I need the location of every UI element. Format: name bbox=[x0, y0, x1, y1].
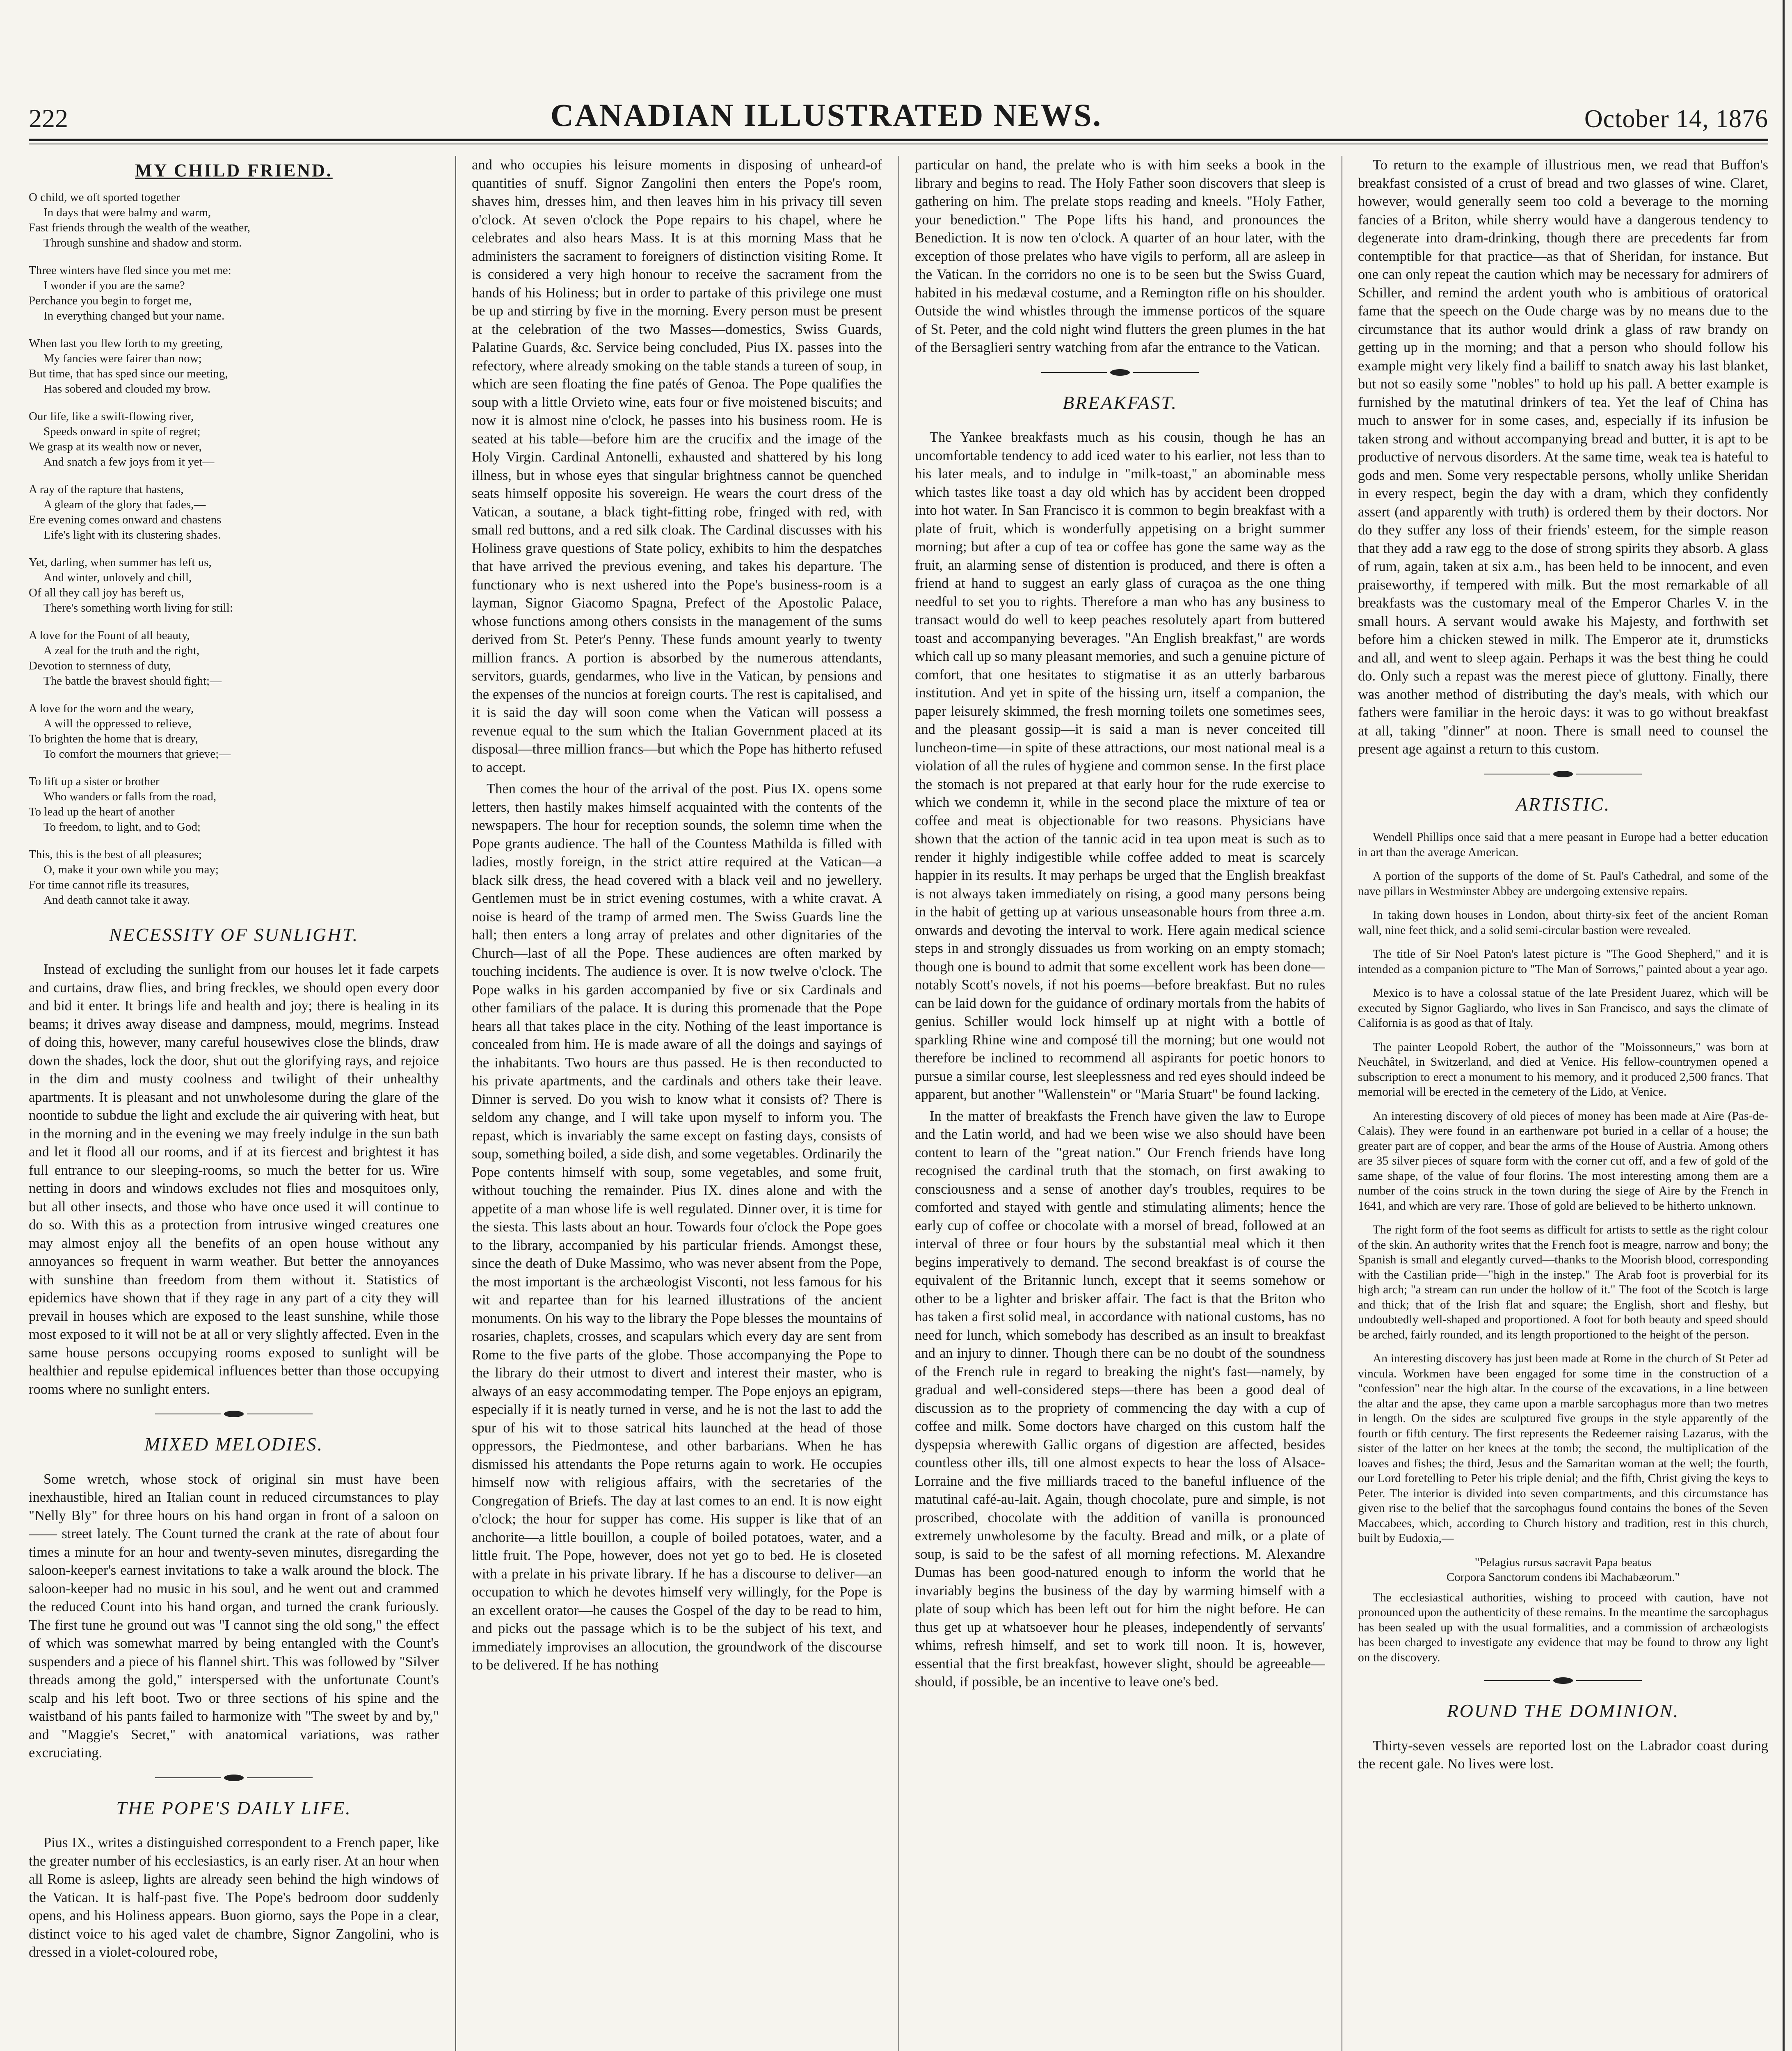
poem-stanza bbox=[29, 555, 439, 616]
article-body-pope-cont: Then comes the hour of the arrival of the post. Pius IX. opens some letters, then hastily makes himself acquainted with the contents of the newspapers. The hour for reception sounds, the solemn time when the Pope grants audience. The hall of the Countess Mathilda is filled with ladies, mostly foreign, in the strict attire required at the Vatican—a black silk dress, the head covered with a black veil and no jewellery. Gentlemen must be in strict evening costumes, with a white cravat. A noise is heard of the tramp of armed men. The Swiss Guards line the hall; then enters a long array of prelates and other dignitaries of the Church—last of all the Pope. These audiences are often marked by touching incidents. The audience is over. It is now twelve o'clock. The Pope walks in his garden accompanied by five or six Cardinals and other familiars of the palace. It is during this promenade that the Pope hears all that takes place in the city. Nothing of the least importance is concealed from him. He is made aware of all the doings and sayings of the inhabitants. Two hours are thus passed. He is then reconducted to his private apartments, and the cardinals and others take their leave. Dinner is served. Do you wish to know what it consists of? There is seldom any change, and I will take upon myself to inform you. The repast, which is invariably the same except on fasting days, consists of soup, something boiled, a side dish, and some vegetables. Ordinarily the Pope contents himself with soup, some vegetables, and some fruit, without touching the remainder. Pius IX. dines alone and with the appetite of a man whose life is well regulated. Dinner over, it is time for the siesta. This lasts about an hour. Towards four o'clock the Pope goes to the library, accompanied by his particular friends. Amongst these, since the death of Duke Massimo, who was never absent from the Pope, the most important is the archæologist Visconti, not less famous for his wit and repartee than for his learned illustrations of the ancient monuments. On his way to the library the Pope blesses the mountains of rosaries, chaplets, crosses, and scapulars which every day are sent from Rome to the five parts of the globe. Those accompanying the Pope to the library do their utmost to divert and interest their master, who is always of an easy accommodating temper. The Pope enjoys an epigram, especially if it is neatly turned in verse, and he is not the last to add the spur of his wit to those satrical hits launched at the head of those oppressors, the Piedmontese, and other barbarians. When he has dismissed his attendants the Pope returns again to work. He occupies himself now with religious affairs, with the secretaries of the Congregation of Briefs. The day at last comes to an end. It is now eight o'clock; the hour for supper has come. His supper is like that of an anchorite—a little bouillon, a couple of boiled potatoes, water, and a little fruit. The Pope, however, does not yet go to bed. He is closeted with a prelate in his private library. If he has a discourse to deliver—an occupation to which he devotes himself very willingly, for the Pope is an excellent orator—he causes the Gospel of the day to be read to him, and picks out the passage which is to be the subject of his text, and immediately improvises an allocution, the groundwork of the discourse to be delivered. If he has nothing bbox=[472, 781, 882, 1673]
poem-line: O, make it your own while you may; bbox=[43, 863, 219, 876]
article-body-breakfast-end: To return to the example of illustrious men, we read that Buffon's breakfast consisted of a crust of bread and two glasses of wine. Claret, however, would generally seem too cold a beverage to the morning fancies of a Briton, while sherry would have a dangerous tendency to degenerate into dram-drinking, though there are precedents far from contemptible for that practice—as that of Sheridan, for instance. But one can only repeat the caution which may be necessary for admirers of Schiller, and remind the ardent youth who is ambitious of oratorical fame that the speech on the Oude charge was by no means due to the circumstance that its author would drink a glass of raw brandy on getting up in the morning; and that a person who should follow his example might very likely find a bailiff to snatch away his last blanket, but not so easily some "nobles" to hold up his pall. A better example is furnished by the matutinal drinkers of tea. Yet the leaf of China has much to answer for in some cases, and, especially if its infusion be taken strong and without accompanying bread and butter, it is apt to be productive of nervous disorders. At the same time, weak tea is hateful to gods and men. Some very respectable persons, wholly unlike Sheridan in every respect, begin the day with a dram, which they confidently assert (and apparently with truth) is ordered them by their doctors. Nor do they suffer any loss of their friends' esteem, for the simple reason that they add a raw egg to the dose of strong spirits they absorb. A glass of rum, again, taken at six a.m., has been held to be innocent, and even praiseworthy, if tempered with milk. But the most remarkable of all breakfasts was the customary meal of the Emperor Charles V. in the small hours. A servant would awake his Majesty, and forthwith set before him a chicken stewed in milk. The Emperor ate it, drumsticks and all, and went to sleep again. Perhaps it was the best thing he could do. Only such a repast was the merest piece of gluttony. Finally, there was another method of distributing the day's meals, with which our fathers were familiar in the heroic days: it was to go without breakfast at all, taking "dinner" at noon. There is small need to counsel the present age against a return to this custom. bbox=[1358, 157, 1768, 757]
poem-line: Ere evening comes onward and chastens bbox=[29, 513, 222, 526]
article-body-dominion: Thirty-seven vessels are reported lost on the Labrador coast during the recent gale. No lives were lost. bbox=[1358, 1738, 1768, 1772]
poem-line: The battle the bravest should fight;— bbox=[43, 674, 222, 687]
artistic-note: A portion of the supports of the dome of St. Paul's Cathedral, and some of the nave pillars in Westminster Abbey are undergoing extensive repairs. bbox=[1358, 870, 1768, 898]
column-4 bbox=[1358, 156, 1768, 2051]
section-ornament bbox=[915, 369, 1325, 376]
article-body-breakfast: The Yankee breakfasts much as his cousin, though he has an uncomfortable tendency to add iced water to his earlier, not less than to his later meals, and to indulge in "milk-toast," an abominable mess which tastes like toast a day old which has by accident been dropped into hot water. In San Francisco it is common to begin breakfast with a plate of fruit, which is wonderfully appetising on a bright summer morning; but after a cup of tea or coffee has gone the same way as the fruit, an alarming sense of distention is produced, and there is often a friend at hand to suggest an early glass of curaçoa as the one thing needful to set you to rights. Therefore a man who has any business to transact would do well to keep peaches resolutely apart from buttered toast and accompanying beverages. "An English breakfast," are words which call up so many pleasant memories, and such a genuine picture of comfort, that one hesitates to stigmatise it as an utterly barbarous institution. And yet in spite of the hissing urn, itself a companion, the paper leisurely skimmed, the fresh morning toilets one sometimes sees, and the pleasant gossip—it is said a man is never conceited till luncheon-time—in spite of these attractions, our most national meal is a violation of all the rules of hygiene and common sense. In the first place the stomach is not prepared at that early hour for the rude exercise to which we condemn it, while in the second place the mixture of tea or coffee and meat is objectionable for two reasons. Physicians have shown that the action of the tannic acid in tea upon meat is such as to render it highly indigestible while coffee added to meat is scarcely happier in its results. It may perhaps be urged that the English breakfast is not always taken immediately on rising, a good many persons being in the habit of getting up at various unseasonable hours from three a.m. onwards and devoting the interval to work. Here again medical science steps in and strongly dissuades us from working on an empty stomach; though one is bound to admit that some excellent work has been done—notably Scott's novels, if not his poems—before breakfast. But no rules can be laid down for the guidance of ordinary mortals from the habits of genius. Schiller would lock himself up at night with a bottle of sparkling Rhine wine and composé till the morning; but one would not therefore be inclined to recommend all aspirants for poetic honors to pursue a similar course, lest sleeplessness and red eyes should indeed be apparent, but another "Wallenstein" or "Maria Stuart" be found lacking. bbox=[915, 429, 1325, 1102]
masthead bbox=[29, 89, 1768, 134]
artistic-note: An interesting discovery has just been made at Rome in the church of St Peter ad vincula. Workmen have been engaged for some time in the construction of a "confession" near the high altar. In the course of the excavations, in a line between the altar and the apse, they came upon a marble sarcophagus more than two metres in length. On the sides are sculptured five groups in the style apparently of the fourth or fifth century. The first represents the Redeemer raising Lazarus, with the sister of the latter on her knees at the tomb; the second, the multiplication of the loaves and fishes; the third, Jesus and the Samaritan woman at the well; the fourth, our Lord foretelling to Peter his triple denial; and the fifth, Christ giving the keys to Peter. The interior is divided into seven compartments, and this circumstance has given rise to the belief that the sarcophagus found contains the bones of the Seven Maccabees, which, according to Church history and tradition, rest in this church, built by Eudoxia,— bbox=[1358, 1352, 1768, 1545]
poem-line: There's something worth living for still: bbox=[43, 601, 233, 614]
poem-line: Has sobered and clouded my brow. bbox=[43, 382, 211, 395]
poem-line: My fancies were fairer than now; bbox=[43, 352, 202, 365]
poem-line: A love for the Fount of all beauty, bbox=[29, 628, 190, 642]
issue-date: October 14, 1876 bbox=[1584, 105, 1768, 133]
article-body-melodies: Some wretch, whose stock of original sin must have been inexhaustible, hired an Italian count in reduced circumstances to play "Nelly Bly" for three hours on his hand organ in front of a saloon on —— street lately. The Count turned the crank at the rate of about four times a minute for an hour and twenty-seven minutes, disregarding the saloon-keeper's earnest invitations to take a walk around the block. The saloon-keeper had no music in his soul, and he went out and crammed the reduced Count into his hand organ, and turned the crank furiously. The first tune he ground out was "I cannot sing the old song," the effect of which was somewhat marred by being entangled with the Count's suspenders and a piece of his flannel shirt. This was followed by "Silver threads among the gold," interspersed with the unfortunate Count's scalp and his left boot. Two or three sections of his spine and the waistband of his pants failed to harmonize with "The sweet by and by," and "Maggie's Secret," with anatomical variations, was rather excruciating. bbox=[29, 1471, 439, 1761]
article-heading-breakfast: BREAKFAST. bbox=[1062, 392, 1177, 413]
page-number: 222 bbox=[29, 104, 68, 133]
quote-line: Corpora Sanctorum condens ibi Machabæorum." bbox=[1446, 1570, 1680, 1584]
artistic-note: Wendell Phillips once said that a mere peasant in Europe had a better education in art than the average American. bbox=[1358, 831, 1768, 859]
poem-stanza bbox=[29, 701, 439, 762]
poem-line: Through sunshine and shadow and storm. bbox=[43, 236, 242, 249]
artistic-note: An interesting discovery of old pieces of money has been made at Aire (Pas-de-Calais). They were found in an earthenware pot buried in a cellar of a house; the greater part are of copper, and bear the arms of the House of Austria. Among others are 35 silver pieces of square form with the corner cut off, and a few of gold of the same shape, of the value of four florins. The most interesting among them are a number of the coins struck in the town during the siege of Aire by the French in 1641, and which are very rare. Those of gold are believed to be hitherto unknown. bbox=[1358, 1109, 1768, 1213]
quote-line: "Pelagius rursus sacravit Papa beatus bbox=[1474, 1555, 1652, 1569]
latin-quote bbox=[1358, 1555, 1768, 1585]
poem-line: Of all they call joy has bereft us, bbox=[29, 586, 184, 599]
artistic-notes bbox=[1358, 830, 1768, 1546]
section-ornament bbox=[29, 1411, 439, 1417]
artistic-note: The title of Sir Noel Paton's latest picture is "The Good Shepherd," and it is intended as a companion picture to "The Man of Sorrows," painted about a year ago. bbox=[1358, 948, 1768, 976]
poem-stanza bbox=[29, 409, 439, 470]
poem-line: I wonder if you are the same? bbox=[43, 279, 185, 292]
poem-line: To freedom, to light, and to God; bbox=[43, 820, 201, 834]
artistic-note: The right form of the foot seems as difficult for artists to settle as the right colour of the skin. An authority writes that the French foot is meagre, narrow and bony; the Spanish is small and elegantly curved—thanks to the Moorish blood, corresponding with the Castilian pride—"high in the instep." The Arab foot is proverbial for its high arch; "a stream can run under the hollow of it." The foot of the Scotch is large and thick; that of the Irish flat and square; the English, short and fleshy, but undoubtedly well-shaped and proportioned. A foot for both beauty and speed should be arched, fairly rounded, and its length proportioned to the height of the person. bbox=[1358, 1223, 1768, 1341]
section-ornament bbox=[1358, 771, 1768, 777]
poem-line: A zeal for the truth and the right, bbox=[43, 644, 200, 657]
poem-line: A will the oppressed to relieve, bbox=[43, 717, 192, 730]
poem-line: Speeds onward in spite of regret; bbox=[43, 425, 201, 438]
artistic-note: Mexico is to have a colossal statue of the late President Juarez, which will be executed by Signor Gagliardo, who lives in San Francisco, and says the climate of California is as good as that of Italy. bbox=[1358, 987, 1768, 1030]
poem-line: For time cannot rifle its treasures, bbox=[29, 878, 190, 891]
article-body-sunlight: Instead of excluding the sunlight from our houses let it fade carpets and curtains, draw flies, and bring freckles, we should open every door and bid it enter. It brings life and health and joy; there is healing in its beams; it drives away disease and dampness, mould, megrims. Instead of doing this, however, many careful housewives close the blinds, draw down the shades, lock the door, shut out the glorifying rays, and rejoice in the dim and musty coolness and twilight of their unhealthy apartments. It is pleasant and not unwholesome during the glare of the noontide to subdue the light and exclude the air quivering with heat, but in the morning and in the evening we may freely indulge in the sun bath and let it flood all our rooms, and if at its fiercest and brightest it has full entrance to our sleeping-rooms, so much the better for us. Wire netting in doors and windows excludes not flies and mosquitoes only, but all other insects, and those who have once used it will continue to do so. With this as a protection from intrusive winged creatures one may almost enjoy all the benefits of an open house without any annoyances so frequent in warm weather. But better the annoyances with sunshine than freedom from them without it. Statistics of epidemics have shown that if they rage in any part of a city they will prevail in houses which are exposed to the least sunshine, while those most exposed to it will not be at all or very slightly affected. Even in the same house persons occupying rooms exposed to sunlight will be healthier and repulse epidemical influences better than those occupying rooms where no sunlight enters. bbox=[29, 962, 439, 1397]
poem-stanza bbox=[29, 336, 439, 397]
article-heading-artistic: ARTISTIC. bbox=[1515, 793, 1611, 815]
section-ornament bbox=[29, 1775, 439, 1781]
article-body-breakfast: In the matter of breakfasts the French have given the law to Europe and the Latin world, and had we been wise we also should have been content to learn of the "great nation." Our French friends have long recognised the cardinal truth that the stomach, on first awaking to consciousness and a sense of another day's troubles, requires to be comforted and stayed with gentle and stimulating aliments; hence the early cup of coffee or chocolate with a morsel of bread, followed at an interval of three or four hours by the substantial meal which it then begins imperatively to demand. The second breakfast is of course the equivalent of the Britannic lunch, except that it seems somehow or other to be a lighter and brisker affair. The fact is that the Briton who has taken a first solid meal, in accordance with national customs, has no need for lunch, which somebody has described as an insult to breakfast and an injury to dinner. Though there can be no doubt of the soundness of the French rule in regard to breaking the night's fast—namely, by gradual and well-considered steps—there has been a good deal of discussion as to the propriety of commencing the day with a cup of coffee and milk. Some doctors have charged on this custom half the dyspepsia wherewith Gallic organs of digestion are affected, besides countless other ills, till one almost expects to hear the loss of Alsace-Lorraine and the five milliards traced to the baneful influence of the matutinal café-au-lait. Again, though chocolate, pure and simple, is not proscribed, chocolate with the addition of vanilla is pronounced extremely unwholesome by the faculty. Bread and milk, or a plate of soup, is said to be the safest of all morning refections. M. Alexandre Dumas has been good-natured enough to inform the world that he invariably begins the business of the day by warming himself with a plate of soup which has been left out for him the night before. He can thus get up at whatsoever hour he pleases, independently of servants' whims, refresh himself, and set to work till noon. It is, however, essential that the first breakfast, however slight, should be agreeable—should, if possible, be an incentive to leave one's bed. bbox=[915, 1108, 1325, 1690]
poem-stanza bbox=[29, 774, 439, 835]
article-heading-melodies: MIXED MELODIES. bbox=[144, 1434, 323, 1455]
poem-stanza bbox=[29, 847, 439, 908]
poem-line: When last you flew forth to my greeting, bbox=[29, 336, 223, 350]
poem-line: To comfort the mourners that grieve;— bbox=[43, 747, 231, 761]
poem-line: Life's light with its clustering shades. bbox=[43, 528, 221, 541]
poem-line: In days that were balmy and warm, bbox=[43, 206, 211, 219]
column-divider bbox=[455, 156, 456, 2051]
poem-line: To brighten the home that is dreary, bbox=[29, 732, 198, 745]
page-edge bbox=[1783, 0, 1785, 2051]
poem-line: Fast friends through the wealth of the weather, bbox=[29, 221, 251, 234]
article-heading-dominion: ROUND THE DOMINION. bbox=[1447, 1700, 1680, 1721]
poem-line: In everything changed but your name. bbox=[43, 309, 225, 322]
newspaper-title: CANADIAN ILLUSTRATED NEWS. bbox=[550, 97, 1102, 133]
poem-stanza bbox=[29, 628, 439, 689]
poem-line: And winter, unlovely and chill, bbox=[43, 571, 192, 584]
column-divider bbox=[898, 156, 899, 2051]
poem-stanza bbox=[29, 263, 439, 324]
header-rule-thick bbox=[29, 139, 1768, 141]
column-2 bbox=[472, 156, 882, 2051]
poem-line: And death cannot take it away. bbox=[43, 893, 190, 907]
article-heading-pope: THE POPE'S DAILY LIFE. bbox=[116, 1797, 352, 1818]
article-body-pope: Pius IX., writes a distinguished correspondent to a French paper, like the greater number of his ecclesiastics, is an early riser. At an hour when all Rome is asleep, lights are already seen behind the high windows of the Vatican. It is half-past five. The Pope's bedroom door suddenly opens, and his Holiness appears. Buon giorno, says the Pope in a clear, distinct voice to his aged valet de chambre, Signor Zangolini, who is dressed in a violet-coloured robe, bbox=[29, 1835, 439, 1960]
poem-stanza bbox=[29, 482, 439, 543]
poem-line: To lead up the heart of another bbox=[29, 805, 175, 818]
column-1 bbox=[29, 156, 439, 2051]
poem-line: A gleam of the glory that fades,— bbox=[43, 498, 206, 511]
poem-line: Perchance you begin to forget me, bbox=[29, 294, 192, 307]
poem-line: Our life, like a swift-flowing river, bbox=[29, 409, 194, 423]
poem-line: And snatch a few joys from it yet— bbox=[43, 455, 215, 468]
poem-title: MY CHILD FRIEND. bbox=[135, 160, 333, 180]
poem-line: A love for the worn and the weary, bbox=[29, 701, 194, 715]
poem-line: But time, that has sped since our meeting, bbox=[29, 367, 228, 380]
poem-line: Devotion to sternness of duty, bbox=[29, 659, 171, 672]
article-heading-sunlight: NECESSITY OF SUNLIGHT. bbox=[109, 924, 359, 945]
poem-stanza bbox=[29, 190, 439, 251]
poem-line: Yet, darling, when summer has left us, bbox=[29, 555, 212, 569]
poem-line: This, this is the best of all pleasures; bbox=[29, 847, 202, 861]
column-3 bbox=[915, 156, 1325, 2051]
section-ornament bbox=[1358, 1677, 1768, 1684]
article-body-pope-cont: and who occupies his leisure moments in disposing of unheard-of quantities of snuff. Signor Zangolini then enters the Pope's room, shaves him, dresses him, and then leaves him in his privacy till seven o'clock. At seven o'clock the Pope repairs to his chapel, where he celebrates and also hears Mass. It is at this morning Mass that he administers the sacrament to foreigners of distinction visiting Rome. It is considered a very high honour to receive the sacrament from the hands of his Holiness; but in order to partake of this privilege one must be up and stirring by five in the morning. Every person must be present at the celebration of the two Masses—domestics, Swiss Guards, Palatine Guards, &c. Service being concluded, Pius IX. passes into the refectory, where already smoking on the table stands a tureen of soup, in which are seen floating the fine patés of Genoa. The Pope qualifies the soup with a little Orvieto wine, eats four or five moistened biscuits; and now it is almost nine o'clock, he passes into his business room. He is seated at his table—before him are the crucifix and the image of the Holy Virgin. Cardinal Antonelli, exhausted and shattered by his long illness, but in whose eyes that singular brightness cannot be quenched seats himself opposite his sovereign. He wears the court dress of the Vatican, a soutane, a black tight-fitting robe, fringed with red, with small red buttons, and a red silk cloak. The Cardinal discusses with his Holiness grave questions of State policy, exhibits to him the despatches that have arrived the previous evening, and takes his departure. The functionary who is next ushered into the Pope's business-room is a layman, Signor Giacomo Spagna, Prefect of the Apostolic Palace, whose functions among others consists in the management of the sums derived from St. Peter's Penny. These funds amount yearly to twenty million francs. A portion is absorbed by the numerous attendants, servitors, guards, gendarmes, who live in the Vatican, by pensions and the expenses of the nuncios at foreign courts. The rest is capitalised, and it is said the day will soon come when the Vatican will possess a revenue equal to the sum which the Italian Government placed at its disposal—three million francs—but which the Pope has hitherto refused to accept. bbox=[472, 157, 882, 775]
poem bbox=[29, 190, 439, 908]
article-body-pope-end: particular on hand, the prelate who is with him seeks a book in the library and begins to read. The Holy Father soon discovers that sleep is gathering on him. The prelate stops reading and kneels. "Holy Father, your benediction." The Pope lifts his hand, and pronounces the Benediction. It is now ten o'clock. A quarter of an hour later, with the exception of those prelates who have vigils to perform, all are asleep in the Vatican. In the corridors no one is to be seen but the Swiss Guard, habited in his medæval costume, and a Remington rifle on his shoulder. Outside the wind whistles through the immense porticos of the square of St. Peter, and the cold night wind flutters the green plumes in the hat of the Bersaglieri sentry watching from afar the entrance to the Vatican. bbox=[915, 157, 1325, 355]
poem-line: A ray of the rapture that hastens, bbox=[29, 482, 184, 496]
artistic-note: The ecclesiastical authorities, wishing to proceed with caution, have not pronounced upon the authenticity of these remains. In the meantime the sarcophagus has been sealed up with the usual formalities, and a commission of archæologists has been charged to investigate any evidence that may be found to throw any light on the discovery. bbox=[1358, 1591, 1768, 1664]
artistic-note: In taking down houses in London, about thirty-six feet of the ancient Roman wall, nine feet thick, and a solid semi-circular bastion were revealed. bbox=[1358, 909, 1768, 937]
poem-line: Who wanders or falls from the road, bbox=[43, 790, 217, 803]
poem-line: Three winters have fled since you met me: bbox=[29, 263, 231, 277]
poem-line: O child, we oft sported together bbox=[29, 190, 180, 204]
poem-line: We grasp at its wealth now or never, bbox=[29, 440, 202, 453]
artistic-note: The painter Leopold Robert, the author of the "Moissonneurs," was born at Neuchâtel, in Switzerland, and died at Venice. His fellow-countrymen opened a subscription to erect a monument to his memory, and it produced 2,500 francs. That memorial will be erected in the cemetery of the Lido, at Venice. bbox=[1358, 1040, 1768, 1099]
poem-line: To lift up a sister or brother bbox=[29, 774, 160, 788]
